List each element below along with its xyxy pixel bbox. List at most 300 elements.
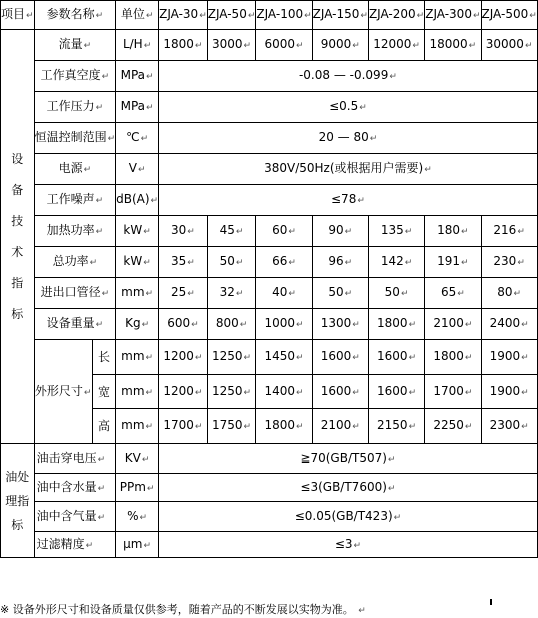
value-span-text: 380V/50Hz(或根据用户需要) xyxy=(264,161,424,175)
paragraph-mark-icon: ↵ xyxy=(408,422,417,432)
param-unit xyxy=(116,375,159,409)
paragraph-mark-icon: ↵ xyxy=(513,289,522,299)
value-cell-text: 80 xyxy=(497,285,513,299)
value-cell-text: 1400 xyxy=(264,383,296,398)
paragraph-mark-icon: ↵ xyxy=(187,289,195,299)
paragraph-mark-icon: ↵ xyxy=(95,103,104,113)
value-span-text: ≤0.5 xyxy=(329,99,359,113)
group-equipment-char: 设 xyxy=(11,151,24,166)
row-pressure xyxy=(1,92,538,123)
paragraph-mark-icon: ↵ xyxy=(296,422,304,432)
value-cell xyxy=(312,30,368,61)
param-name-text: 加热功率 xyxy=(46,223,95,237)
value-cell-text: 18000 xyxy=(429,37,468,51)
paragraph-mark-icon: ↵ xyxy=(352,353,360,363)
header-model-zja-500 xyxy=(481,1,537,30)
paragraph-mark-icon: ↵ xyxy=(199,11,207,21)
value-cell-text: 90 xyxy=(328,223,344,237)
param-unit xyxy=(116,92,159,123)
value-span xyxy=(159,92,538,123)
value-cell xyxy=(425,309,481,340)
value-cell xyxy=(207,216,256,247)
value-cell-text: 2100 xyxy=(320,418,352,432)
value-cell-text: 142 xyxy=(380,254,404,268)
group-equipment-char: 备 xyxy=(11,182,24,197)
value-cell-text: 2150 xyxy=(377,418,408,432)
paragraph-mark-icon: ↵ xyxy=(97,454,106,465)
row-breakdown xyxy=(1,444,538,474)
value-cell xyxy=(159,247,208,278)
value-cell xyxy=(368,30,424,61)
paragraph-mark-icon: ↵ xyxy=(296,320,304,330)
group-equipment-char: 术 xyxy=(11,244,24,259)
header-model-zja-30 xyxy=(159,1,208,30)
param-unit-text: kW xyxy=(123,223,143,237)
paragraph-mark-icon: ↵ xyxy=(461,258,469,268)
param-unit xyxy=(116,216,159,247)
value-cell-text: 32 xyxy=(219,285,235,299)
value-cell-text: 800 xyxy=(215,316,239,330)
param-unit-text: PPm xyxy=(119,479,146,494)
paragraph-mark-icon: ↵ xyxy=(95,227,104,237)
paragraph-mark-icon: ↵ xyxy=(360,11,368,21)
param-unit-text: μm xyxy=(123,536,143,551)
param-unit xyxy=(116,61,159,92)
header-item-text: 项目 xyxy=(1,7,26,21)
value-cell xyxy=(256,216,312,247)
value-cell xyxy=(207,278,256,309)
value-cell-text: 66 xyxy=(272,254,288,268)
value-cell-text: 35 xyxy=(171,254,187,268)
value-cell-text: 1750 xyxy=(212,418,243,432)
value-cell-text: 3000 xyxy=(212,37,243,51)
dimension-label xyxy=(92,375,115,409)
param-name xyxy=(34,309,116,340)
paragraph-mark-icon: ↵ xyxy=(352,422,360,432)
value-cell-text: 30000 xyxy=(485,37,524,51)
paragraph-mark-icon: ↵ xyxy=(145,422,154,432)
param-name-dimensions xyxy=(34,340,92,444)
paragraph-mark-icon: ↵ xyxy=(464,422,473,432)
value-cell-text: 45 xyxy=(219,223,235,237)
paragraph-mark-icon: ↵ xyxy=(97,512,106,523)
value-cell xyxy=(425,340,481,375)
paragraph-mark-icon: ↵ xyxy=(296,387,304,398)
header-model-zja-100 xyxy=(256,1,312,30)
header-model-zja-30-text: ZJA-30 xyxy=(159,7,199,21)
param-unit xyxy=(116,502,159,532)
value-span xyxy=(159,61,538,92)
value-cell xyxy=(481,340,537,375)
paragraph-mark-icon: ↵ xyxy=(296,41,304,51)
value-cell xyxy=(159,409,208,444)
dimension-label-text: 长 xyxy=(97,350,110,364)
value-cell xyxy=(159,278,208,309)
param-unit xyxy=(116,154,159,185)
value-cell-text: 1900 xyxy=(489,383,521,398)
value-cell xyxy=(481,247,537,278)
param-name-text: 过滤精度 xyxy=(36,536,85,551)
value-cell xyxy=(368,409,424,444)
param-unit-text: kW xyxy=(123,254,143,268)
paragraph-mark-icon: ↵ xyxy=(457,289,465,299)
value-cell xyxy=(425,375,481,409)
paragraph-mark-icon: ↵ xyxy=(194,353,203,363)
value-cell xyxy=(481,375,537,409)
row-flow xyxy=(1,30,538,61)
paragraph-mark-icon: ↵ xyxy=(146,103,154,113)
value-cell-text: 600 xyxy=(167,316,191,330)
value-cell xyxy=(207,30,256,61)
param-name xyxy=(34,474,116,502)
spec-table-body xyxy=(1,1,538,558)
value-cell xyxy=(312,247,368,278)
value-cell-text: 1600 xyxy=(377,349,408,363)
param-unit xyxy=(116,444,159,474)
paragraph-mark-icon: ↵ xyxy=(387,454,396,465)
value-cell-text: 12000 xyxy=(373,37,412,51)
value-cell xyxy=(207,309,256,340)
header-model-zja-500-text: ZJA-500 xyxy=(481,7,529,21)
paragraph-mark-icon: ↵ xyxy=(412,41,420,51)
header-model-zja-200-text: ZJA-200 xyxy=(368,7,416,21)
paragraph-mark-icon: ↵ xyxy=(358,606,366,616)
value-cell-text: 6000 xyxy=(264,37,296,51)
paragraph-mark-icon: ↵ xyxy=(393,512,402,523)
group-oil-char: 标 xyxy=(11,517,24,532)
value-cell-text: 1800 xyxy=(377,316,408,330)
header-item xyxy=(1,1,35,30)
value-cell xyxy=(256,309,312,340)
header-model-zja-300 xyxy=(425,1,481,30)
group-equipment xyxy=(1,30,35,444)
paragraph-mark-icon: ↵ xyxy=(464,387,473,398)
value-cell xyxy=(368,340,424,375)
value-span-text: ≤3 xyxy=(334,536,353,551)
param-name-text: 油中含气量 xyxy=(36,508,97,523)
paragraph-mark-icon: ↵ xyxy=(304,11,312,21)
value-cell-text: 1800 xyxy=(163,37,194,51)
paragraph-mark-icon: ↵ xyxy=(296,353,304,363)
header-param xyxy=(34,1,116,30)
param-name-text: 设备重量 xyxy=(46,316,95,330)
value-span xyxy=(159,185,538,216)
value-cell-text: 60 xyxy=(272,223,288,237)
value-cell-text: 180 xyxy=(437,223,461,237)
param-unit xyxy=(116,123,159,154)
paragraph-mark-icon: ↵ xyxy=(194,422,203,432)
param-unit-text: MPa xyxy=(120,99,146,113)
footnote-text: ※ 设备外形尺寸和设备质量仅供参考，随着产品的不断发展以实物为准。 xyxy=(0,603,354,616)
param-unit xyxy=(116,30,159,61)
paragraph-mark-icon: ↵ xyxy=(101,72,110,82)
row-water xyxy=(1,474,538,502)
param-unit xyxy=(116,247,159,278)
value-cell-text: 1600 xyxy=(320,383,352,398)
paragraph-mark-icon: ↵ xyxy=(187,227,195,237)
param-name xyxy=(34,123,116,154)
value-cell-text: 50 xyxy=(384,285,400,299)
value-cell-text: 2400 xyxy=(489,316,521,330)
dimension-label-text: 宽 xyxy=(97,384,110,399)
value-cell xyxy=(481,30,537,61)
value-cell xyxy=(207,409,256,444)
group-equipment-char: 技 xyxy=(11,213,24,228)
value-cell-text: 1200 xyxy=(163,383,194,398)
value-cell-text: 2100 xyxy=(433,316,464,330)
paragraph-mark-icon: ↵ xyxy=(141,454,150,465)
value-cell-text: 1000 xyxy=(264,316,296,330)
dimension-label-text: 高 xyxy=(97,419,110,433)
row-gas xyxy=(1,502,538,532)
value-cell-text: 1250 xyxy=(212,349,243,363)
dimension-label xyxy=(92,409,115,444)
paragraph-mark-icon: ↵ xyxy=(137,165,146,175)
value-span-text: ≤0.05(GB/T423) xyxy=(294,508,393,523)
value-cell xyxy=(368,247,424,278)
paragraph-mark-icon: ↵ xyxy=(235,258,244,268)
value-cell xyxy=(256,247,312,278)
param-name xyxy=(34,216,116,247)
value-cell-text: 1200 xyxy=(163,349,194,363)
row-total-power xyxy=(1,247,538,278)
paragraph-mark-icon: ↵ xyxy=(140,134,149,144)
header-model-zja-200 xyxy=(368,1,424,30)
paragraph-mark-icon: ↵ xyxy=(352,41,360,51)
param-name xyxy=(34,30,116,61)
param-unit-text: mm xyxy=(121,285,145,299)
paragraph-mark-icon: ↵ xyxy=(524,41,533,51)
value-cell-text: 65 xyxy=(440,285,457,299)
value-cell xyxy=(159,340,208,375)
param-name xyxy=(34,61,116,92)
value-cell xyxy=(256,409,312,444)
paragraph-mark-icon: ↵ xyxy=(517,227,525,237)
paragraph-mark-icon: ↵ xyxy=(472,11,481,21)
param-name-text: 进出口管径 xyxy=(40,285,101,299)
value-cell xyxy=(312,340,368,375)
paragraph-mark-icon: ↵ xyxy=(235,289,244,299)
param-unit-text: L/H xyxy=(122,37,143,51)
param-name xyxy=(34,444,116,474)
paragraph-mark-icon: ↵ xyxy=(107,134,116,144)
row-heat-power xyxy=(1,216,538,247)
header-model-zja-150 xyxy=(312,1,368,30)
page-edge-mark xyxy=(490,599,492,605)
paragraph-mark-icon: ↵ xyxy=(146,72,154,82)
value-cell xyxy=(159,30,208,61)
paragraph-mark-icon: ↵ xyxy=(344,289,353,299)
paragraph-mark-icon: ↵ xyxy=(424,165,432,175)
value-cell xyxy=(256,375,312,409)
param-unit xyxy=(116,309,159,340)
header-unit xyxy=(116,1,159,30)
value-span xyxy=(159,444,538,474)
value-cell xyxy=(207,375,256,409)
paragraph-mark-icon: ↵ xyxy=(239,320,248,330)
paragraph-mark-icon: ↵ xyxy=(83,41,92,51)
paragraph-mark-icon: ↵ xyxy=(83,165,92,175)
value-cell-text: 1800 xyxy=(433,349,464,363)
paragraph-mark-icon: ↵ xyxy=(288,258,296,268)
param-name-text: 油中含水量 xyxy=(36,479,97,494)
dimension-label xyxy=(92,340,115,375)
value-cell xyxy=(368,309,424,340)
paragraph-mark-icon: ↵ xyxy=(83,387,92,398)
paragraph-mark-icon: ↵ xyxy=(357,196,365,206)
paragraph-mark-icon: ↵ xyxy=(146,483,155,494)
value-cell xyxy=(368,375,424,409)
paragraph-mark-icon: ↵ xyxy=(145,11,154,21)
value-span-text: 20 — 80 xyxy=(318,130,369,144)
param-unit xyxy=(116,409,159,444)
header-model-zja-50-text: ZJA-50 xyxy=(207,7,247,21)
param-unit-text: mm xyxy=(121,349,145,363)
param-name-text: 油击穿电压 xyxy=(36,450,97,465)
paragraph-mark-icon: ↵ xyxy=(404,258,413,268)
param-name xyxy=(34,185,116,216)
header-param-text: 参数名称 xyxy=(46,7,95,21)
value-span xyxy=(159,154,538,185)
paragraph-mark-icon: ↵ xyxy=(359,103,367,113)
row-pipe xyxy=(1,278,538,309)
paragraph-mark-icon: ↵ xyxy=(150,196,159,206)
header-model-zja-300-text: ZJA-300 xyxy=(425,7,472,21)
row-weight xyxy=(1,309,538,340)
paragraph-mark-icon: ↵ xyxy=(387,483,396,494)
param-unit xyxy=(116,185,159,216)
param-unit-text: V xyxy=(128,161,137,175)
param-name-text: 流量 xyxy=(58,37,83,51)
value-cell-text: 2300 xyxy=(489,418,521,432)
group-equipment-char: 标 xyxy=(11,306,24,321)
header-model-zja-100-text: ZJA-100 xyxy=(256,7,304,21)
paragraph-mark-icon: ↵ xyxy=(353,540,362,551)
paragraph-mark-icon: ↵ xyxy=(400,289,409,299)
value-cell xyxy=(159,216,208,247)
paragraph-mark-icon: ↵ xyxy=(408,320,417,330)
paragraph-mark-icon: ↵ xyxy=(408,353,417,363)
value-cell xyxy=(425,247,481,278)
paragraph-mark-icon: ↵ xyxy=(521,320,529,330)
value-cell xyxy=(425,278,481,309)
value-cell xyxy=(312,309,368,340)
param-unit-text: dB(A) xyxy=(116,192,150,206)
row-temp xyxy=(1,123,538,154)
param-name-text: 工作噪声 xyxy=(46,192,95,206)
value-span xyxy=(159,474,538,502)
paragraph-mark-icon: ↵ xyxy=(521,353,529,363)
value-cell-text: 1600 xyxy=(377,383,408,398)
header-row xyxy=(1,1,538,30)
param-unit-text: % xyxy=(127,508,139,523)
value-cell xyxy=(425,409,481,444)
paragraph-mark-icon: ↵ xyxy=(529,11,537,21)
paragraph-mark-icon: ↵ xyxy=(404,227,413,237)
paragraph-mark-icon: ↵ xyxy=(464,320,473,330)
paragraph-mark-icon: ↵ xyxy=(143,540,152,551)
param-unit-text: mm xyxy=(121,383,145,398)
value-cell-text: 1450 xyxy=(264,349,296,363)
value-span-text: ≧70(GB/T507) xyxy=(300,450,387,465)
paragraph-mark-icon: ↵ xyxy=(369,134,378,144)
paragraph-mark-icon: ↵ xyxy=(95,196,104,206)
paragraph-mark-icon: ↵ xyxy=(243,387,252,398)
paragraph-mark-icon: ↵ xyxy=(89,258,98,268)
param-name xyxy=(34,154,116,185)
value-cell-text: 135 xyxy=(380,223,404,237)
param-unit xyxy=(116,532,159,558)
value-cell-text: 1800 xyxy=(264,418,296,432)
value-cell-text: 1600 xyxy=(320,349,352,363)
paragraph-mark-icon: ↵ xyxy=(247,11,256,21)
paragraph-mark-icon: ↵ xyxy=(145,289,154,299)
value-span-text: ≤78 xyxy=(331,192,357,206)
value-cell xyxy=(312,216,368,247)
paragraph-mark-icon: ↵ xyxy=(85,540,94,551)
paragraph-mark-icon: ↵ xyxy=(194,41,203,51)
paragraph-mark-icon: ↵ xyxy=(464,353,473,363)
paragraph-mark-icon: ↵ xyxy=(344,258,353,268)
param-unit-text: mm xyxy=(121,418,145,432)
value-cell xyxy=(481,309,537,340)
value-span xyxy=(159,123,538,154)
paragraph-mark-icon: ↵ xyxy=(243,353,252,363)
paragraph-mark-icon: ↵ xyxy=(143,41,152,51)
value-cell xyxy=(207,340,256,375)
header-unit-text: 单位 xyxy=(120,7,145,21)
paragraph-mark-icon: ↵ xyxy=(288,289,296,299)
param-name xyxy=(34,278,116,309)
value-cell-text: 191 xyxy=(437,254,461,268)
value-cell xyxy=(256,340,312,375)
paragraph-mark-icon: ↵ xyxy=(191,320,199,330)
value-cell xyxy=(159,309,208,340)
param-name xyxy=(34,247,116,278)
value-cell-text: 9000 xyxy=(320,37,352,51)
value-cell xyxy=(256,30,312,61)
param-unit-text: MPa xyxy=(120,68,146,82)
param-name-text: 工作压力 xyxy=(46,99,95,113)
value-cell-text: 96 xyxy=(328,254,344,268)
param-unit xyxy=(116,278,159,309)
param-unit xyxy=(116,340,159,375)
value-span-text: ≤3(GB/T7600) xyxy=(300,479,387,494)
paragraph-mark-icon: ↵ xyxy=(141,320,150,330)
paragraph-mark-icon: ↵ xyxy=(461,227,469,237)
paragraph-mark-icon: ↵ xyxy=(95,11,104,21)
param-name xyxy=(34,532,116,558)
value-cell-text: 50 xyxy=(219,254,235,268)
value-cell-text: 1250 xyxy=(212,383,243,398)
param-name-text: 工作真空度 xyxy=(40,68,101,82)
param-name-text: 电源 xyxy=(58,161,83,175)
paragraph-mark-icon: ↵ xyxy=(187,258,195,268)
paragraph-mark-icon: ↵ xyxy=(389,72,397,82)
paragraph-mark-icon: ↵ xyxy=(95,320,104,330)
paragraph-mark-icon: ↵ xyxy=(143,258,151,268)
value-cell xyxy=(481,216,537,247)
value-cell-text: 40 xyxy=(272,285,288,299)
value-cell xyxy=(312,278,368,309)
paragraph-mark-icon: ↵ xyxy=(288,227,296,237)
row-noise xyxy=(1,185,538,216)
value-cell-text: 25 xyxy=(171,285,187,299)
value-cell-text: 1300 xyxy=(320,316,352,330)
param-unit-text: ℃ xyxy=(126,130,140,144)
param-name xyxy=(34,502,116,532)
group-oil-char: 油处 xyxy=(5,469,30,484)
